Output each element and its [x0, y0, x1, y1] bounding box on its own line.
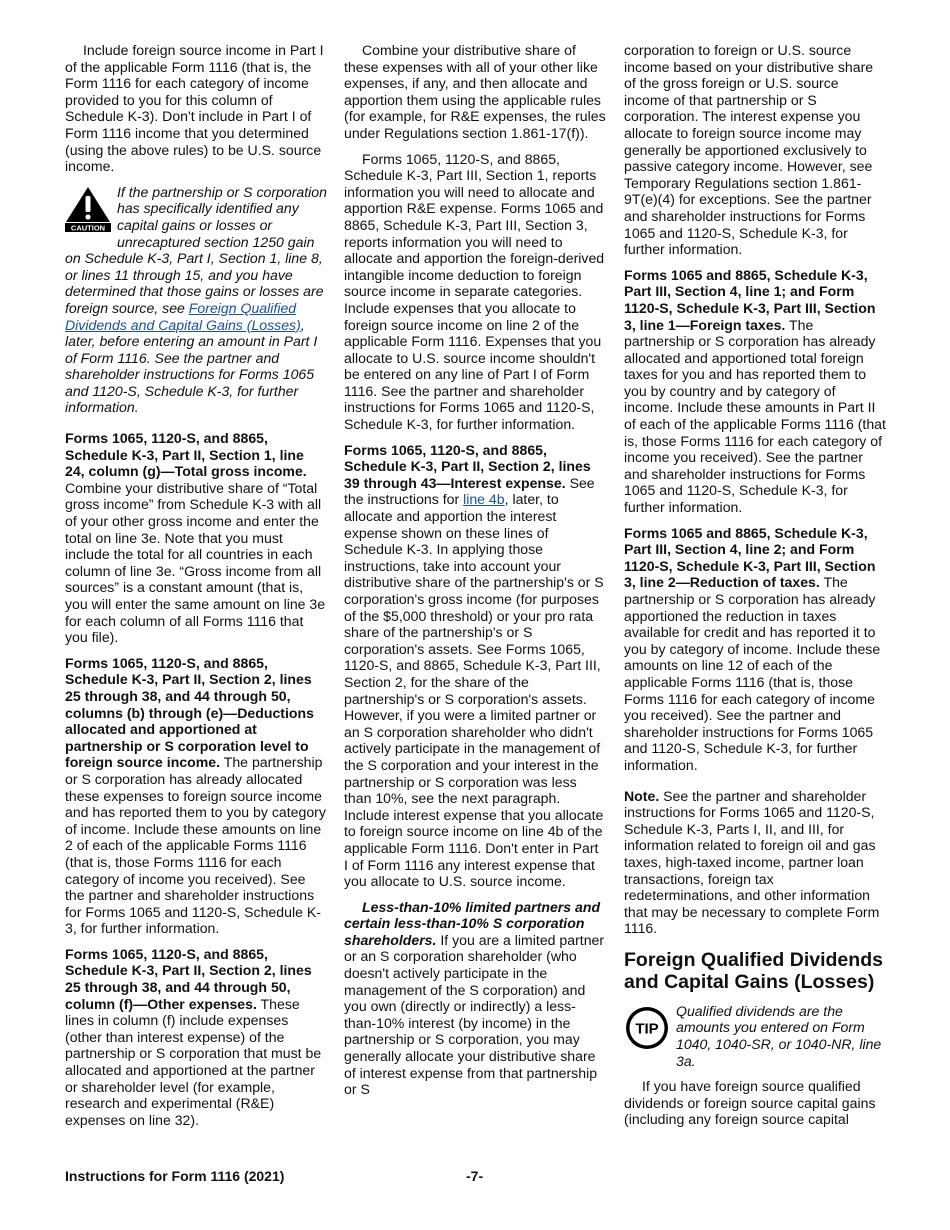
heading: Forms 1065, 1120-S, and 8865, Schedule K-3, Part II, Section 2, lines 39 through 43—Interest expense. — [344, 441, 591, 491]
paragraph: corporation to foreign or U.S. source income based on your distributive share of the gross foreign or U.S. source income of that partnership or S corporation. The interest expense you allocate to foreign source income may generally be apportioned exclusively to passive category income. However, see Temporary Regulations section 1.861-9T(e)(4) for exceptions. See the partner and shareholder instructions for Forms 1065 and 1120-S, Schedule K-3, for further information. — [624, 42, 874, 258]
heading: Forms 1065 and 8865, Schedule K-3, Part III, Section 4, line 2; and Form 1120-S, Schedule K-3, Part III, Section 3, line 2—Reduction of taxes. — [624, 524, 876, 591]
caution-text: If the partnership or S corporation has specifically identified any capital gains or losses or unrecaptured section 1250 gain on Schedule K-3, Part I, Section 1, line 8, or lines 11 through 15, and you have determined that those gains or losses are foreign source, see — [65, 183, 327, 316]
caution-note — [65, 184, 327, 416]
paragraph: If you have foreign source qualified dividends or foreign source capital gains (including any foreign source capital — [624, 1078, 876, 1128]
caution-text-cont: , later, before entering an amount in Part I of Form 1116. See the partner and shareholder instructions for Forms 1065 and 1120-S, Schedule K-3, for further information. — [65, 316, 318, 416]
page-number: -7- — [466, 1168, 484, 1184]
paragraph: Forms 1065 and 8865, Schedule K-3, Part III, Section 4, line 2; and Form 1120-S, Schedule K-3, Part III, Section 3, line 2—Reduction of taxes. The partnership or S corporation has already apportioned the reduction in taxes available for credit and has reported it to you by category of income. Include these amounts on line 12 of each of the applicable Forms 1116 (that is, those Forms 1116 for each category of income you received). See the partner and shareholder instructions for Forms 1065 and 1120-S, Schedule K-3, for further information. — [624, 524, 881, 773]
heading: Less-than-10% limited partners and certain less-than-10% S corporation shareholders. — [344, 898, 601, 948]
column-2 — [344, 42, 606, 1107]
heading: Forms 1065, 1120-S, and 8865, Schedule K-3, Part II, Section 2, lines 25 through 38, and 44 through 50, column (f)—Other expenses. — [65, 945, 312, 1012]
tip-note — [624, 1003, 886, 1069]
link-line-4b[interactable]: line 4b — [463, 491, 505, 508]
caution-label: CAUTION — [70, 223, 106, 232]
caution-icon — [65, 186, 111, 236]
heading: Forms 1065, 1120-S, and 8865, Schedule K-3, Part II, Section 1, line 24, column (g)—Total gross income. — [65, 430, 307, 480]
tip-icon — [624, 1005, 670, 1055]
paragraph: Forms 1065, 1120-S, and 8865, Schedule K-3, Part II, Section 1, line 24, column (g)—Total gross income. Combine your distributive share of “Total gross income” from Schedule K-3 with all of your other gross income and enter the total on line 3e. Note that you must include the total for all countries in each column of line 3e. “Gross income from all sources” is a constant amount (that is, you will enter the same amount on line 3e for each column of all Forms 1116 that you file). — [65, 430, 326, 646]
tip-label: TIP — [635, 1020, 659, 1038]
tip-text: Qualified dividends are the amounts you entered on Form 1040, 1040-SR, or 1040-NR, line 3a. — [676, 1002, 882, 1069]
paragraph: Forms 1065, 1120-S, and 8865, Schedule K-3, Part II, Section 2, lines 39 through 43—Interest expense. See the instructions for line 4b, later, to allocate and apportion the interest expense shown on these lines of Schedule K-3. In applying those instructions, take into account your distributive share of the partnership's or S corporation's gross income (for purposes of the $5,000 threshold) or your pro rata share of the partnership's or S corporation's assets. See Forms 1065, 1120-S, and 8865, Schedule K-3, Part III, Section 2, for the share of the partnership's or S corporation's assets. However, if you were a limited partner or an S corporation shareholder who didn't actively participate in the management of the S corporation and your interest in the partnership or S corporation was less than 10%, see the next paragraph. Include interest expense that you allocate to foreign source income on line 4b of the applicable Form 1116. Don't enter in Part I of Form 1116 any interest expense that you allocate to U.S. source income. — [344, 441, 604, 890]
section-title: Foreign Qualified Dividends and Capital Gains (Losses) — [624, 948, 883, 993]
column-3 — [624, 42, 886, 1137]
paragraph: Forms 1065 and 8865, Schedule K-3, Part III, Section 4, line 1; and Form 1120-S, Schedule K-3, Part III, Section 3, line 1—Foreign taxes. The partnership or S corporation has already allocated and apportioned total foreign taxes for you and has reported them to you by country and by category of income. Include these amounts in Part II of each of the applicable Forms 1116 (that is, those Forms 1116 for each category of income you received). See the partner and shareholder instructions for Forms 1065 and 1120-S, Schedule K-3, for further information. — [624, 266, 886, 516]
heading: Forms 1065 and 8865, Schedule K-3, Part III, Section 4, line 1; and Form 1120-S, Schedule K-3, Part III, Section 3, line 1—Foreign taxes. — [624, 266, 876, 333]
column-1 — [65, 42, 327, 1137]
note-paragraph: Note. See the partner and shareholder instructions for Forms 1065 and 1120-S, Schedule K-3, Parts I, II, and III, for information related to foreign oil and gas taxes, high-taxed income, partner loan transactions, foreign tax redeterminations, and other information that may be necessary to complete Form 1116. — [624, 787, 880, 937]
paragraph: Forms 1065, 1120-S, and 8865, Schedule K-3, Part III, Section 1, reports information you will need to allocate and apportion R&E expense. Forms 1065 and 8865, Schedule K-3, Part III, Section 3, reports information you will need to allocate and apportion the foreign-derived intangible income deduction to foreign source income in separate categories. Include expenses that you allocate to foreign source income on line 2 of the applicable Form 1116. Expenses that you allocate to U.S. source income shouldn't be entered on any line of Part I of Form 1116. See the partner and shareholder instructions for Forms 1065 and 1120-S, Schedule K-3, for further information. — [344, 150, 605, 433]
link-foreign-qualified-dividends[interactable]: Foreign Qualified Dividends and Capital Gains (Losses) — [65, 299, 301, 333]
paragraph: Include foreign source income in Part I of the applicable Form 1116 (that is, the Form 1116 for each category of income provided to you for this column of Schedule K-3). Don't include in Part I of Form 1116 income that you determined (using the above rules) to be U.S. source income. — [65, 42, 324, 175]
note-label: Note. — [624, 787, 660, 804]
heading: Forms 1065, 1120-S, and 8865, Schedule K-3, Part II, Section 2, lines 25 through 38, and 44 through 50, columns (b) through (e)—Deductions allocated and apportioned at partnership or S corporation level to foreign source income. — [65, 654, 314, 771]
paragraph: Less-than-10% limited partners and certain less-than-10% S corporation shareholders. If you are a limited partner or an S corporation shareholder (who doesn't actively participate in the management of the S corporation) and you own (directly or indirectly) a less-than-10% interest (by income) in the partnership or S corporation, you may generally allocate your distributive share of interest expense from that partnership or S — [344, 898, 605, 1098]
footer-title: Instructions for Form 1116 (2021) — [65, 1168, 285, 1184]
paragraph: Forms 1065, 1120-S, and 8865, Schedule K-3, Part II, Section 2, lines 25 through 38, and 44 through 50, column (f)—Other expenses. These lines in column (f) include expenses (other than interest expense) of the partnership or S corporation that must be allocated and apportioned at the partner or shareholder level (for example, research and experimental (R&E) expenses on line 32). — [65, 945, 322, 1128]
paragraph: Forms 1065, 1120-S, and 8865, Schedule K-3, Part II, Section 2, lines 25 through 38, and 44 through 50, columns (b) through (e)—Deductions allocated and apportioned at partnership or S corporation level to foreign source income. The partnership or S corporation has already allocated these expenses to foreign source income and has reported them to you by category of income. Include these amounts on line 2 of each of the applicable Forms 1116 (that is, those Forms 1116 for each category of income you received). See the partner and shareholder instructions for Forms 1065 and 1120-S, Schedule K-3, for further information. — [65, 654, 326, 937]
paragraph: Combine your distributive share of these expenses with all of your other like expenses, if any, and then allocate and apportion them using the applicable rules (for example, for R&E expenses, the rules under Regulations section 1.861-17(f)). — [344, 42, 606, 141]
